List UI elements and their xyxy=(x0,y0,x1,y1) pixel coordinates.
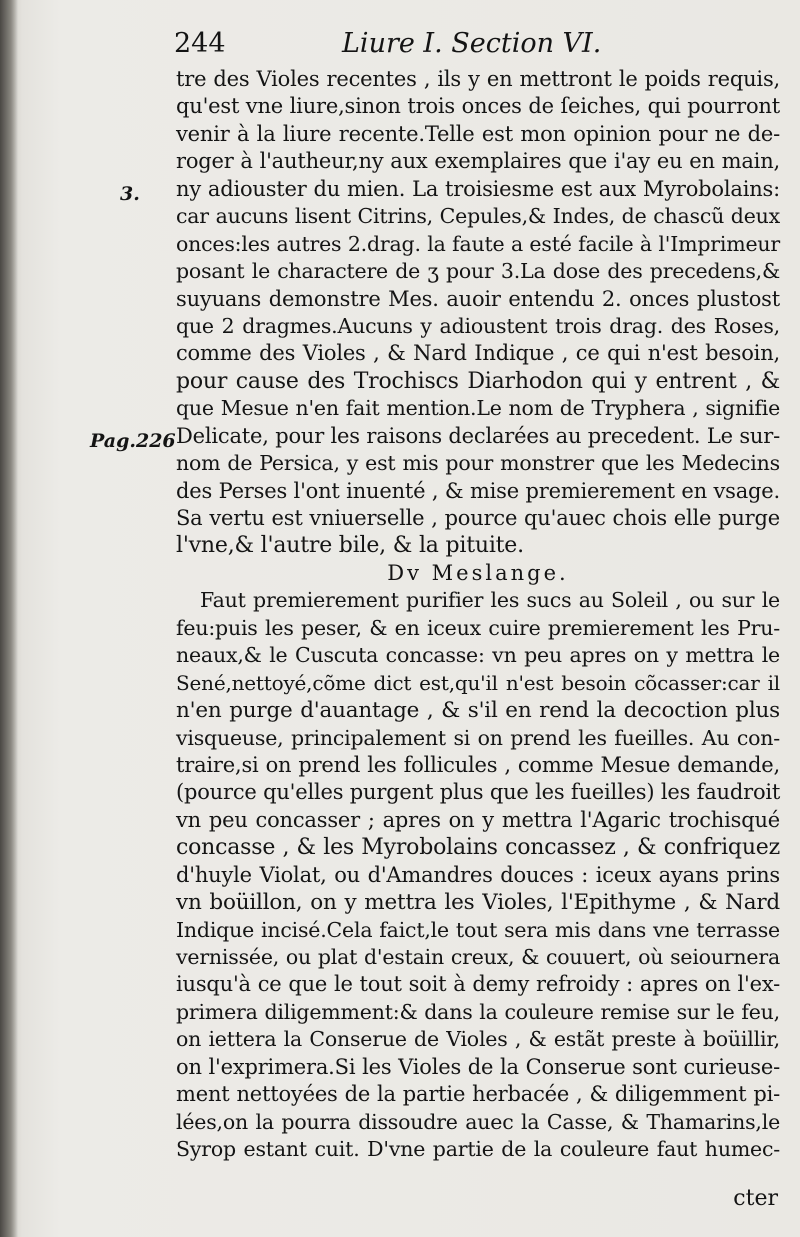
text-line: que 2 dragmes.Aucuns y adioustent trois drag. des Roses, xyxy=(176,313,780,338)
margin-note-page-ref: Pag.226 xyxy=(90,430,176,452)
text-line: Faut premierement purifier les sucs au Soleil , ou sur le xyxy=(200,588,780,613)
text-line: qu'est vne liure,sinon trois onces de ſeiches, qui pourront xyxy=(176,94,780,119)
text-line: car aucuns lisent Citrins, Cepules,& Indes, de chascũ deux xyxy=(176,204,780,229)
text-line: n'en purge d'auantage , & s'il en rend la decoction plus xyxy=(176,698,780,724)
text-line: onces:les autres 2.drag. la faute a esté facile à l'Imprimeur xyxy=(176,231,780,256)
text-line: posant le charactere de ʒ pour 3.La dose des precedens,& xyxy=(176,259,780,284)
margin-note-number: 3. xyxy=(120,183,140,205)
text-line: vernissée, ou plat d'estain creux, & couuert, où seiournera xyxy=(176,945,780,969)
text-line: que Mesue n'en fait mention.Le nom de Tryphera , signifie xyxy=(176,396,780,421)
text-line: comme des Violes , & Nard Indique , ce qui n'est besoin, xyxy=(176,341,780,366)
text-line: suyuans demonstre Mes. auoir entendu 2. onces plustost xyxy=(176,286,780,311)
text-line: venir à la liure recente.Telle est mon opinion pour ne de- xyxy=(176,121,780,146)
text-line: Indique incisé.Cela faict,le tout sera mis dans vne terrasse xyxy=(176,917,780,942)
text-line: roger à l'autheur,ny aux exemplaires que i'ay eu en main, xyxy=(176,149,780,174)
text-line: pour cause des Trochiscs Diarhodon qui y entrent , & xyxy=(176,368,780,394)
body-text xyxy=(176,66,780,1164)
text-line: d'huyle Violat, ou d'Amandres douces : iceux ayans prins xyxy=(176,862,780,887)
page-spine-shadow xyxy=(0,0,18,1237)
text-line: ny adiouster du mien. La troisiesme est aux Myrobolains: xyxy=(176,176,780,201)
text-line: vn boüillon, on y mettra les Violes, l'Epithyme , & Nard xyxy=(176,890,780,916)
text-line: ment nettoyées de la partie herbacée , & diligemment pi- xyxy=(176,1082,780,1107)
text-line: Sa vertu est vniuerselle , pource qu'auec chois elle purge xyxy=(176,506,780,530)
page-number: 244 xyxy=(174,28,226,59)
text-line: (pource qu'elles purgent plus que les fueilles) les faudroit xyxy=(176,780,781,805)
text-line: Sené,nettoyé,cõme dict est,qu'il n'est besoin cõcasser:car il xyxy=(176,670,780,695)
text-line: vn peu concasser ; apres on y mettra l'Agaric trochisqué xyxy=(176,807,780,832)
text-line: des Perses l'ont inuenté , & mise premierement en vsage. xyxy=(176,478,780,503)
section-heading: Dv Meslange. xyxy=(387,560,569,585)
page-header xyxy=(174,28,774,68)
text-line: lées,on la pourra dissoudre auec la Casse, & Thamarins,le xyxy=(176,1109,780,1134)
running-title: Liure I. Section VI. xyxy=(342,28,602,59)
text-line: Delicate, pour les raisons declarées au precedent. Le sur- xyxy=(176,423,780,448)
text-line: tre des Violes recentes , ils y en mettront le poids requis, xyxy=(176,67,780,91)
text-line: l'vne,& l'autre bile, & la pituite. xyxy=(176,533,524,559)
text-line: nom de Persica, y est mis pour monstrer que les Medecins xyxy=(176,451,780,476)
text-line: primera diligemment:& dans la couleure remise sur le feu, xyxy=(176,999,780,1024)
text-line: Syrop estant cuit. D'vne partie de la couleure faut humec- xyxy=(176,1137,780,1162)
text-line: visqueuse, principalement si on prend les fueilles. Au con- xyxy=(176,725,780,750)
text-line: iusqu'à ce que le tout soit à demy refroidy : apres on l'ex- xyxy=(176,972,780,997)
text-line: neaux,& le Cuscuta concasse: vn peu apres on y mettra le xyxy=(176,643,780,668)
text-line: feu:puis les peser, & en iceux cuire premierement les Pru- xyxy=(176,615,780,640)
text-line: on iettera la Conserue de Violes , & estãt preste à boüillir, xyxy=(176,1027,780,1052)
text-line: on l'exprimera.Si les Violes de la Conserue sont curieuse- xyxy=(176,1054,780,1079)
text-line: traire,si on prend les follicules , comme Mesue demande, xyxy=(176,752,780,777)
text-line: concasse , & les Myrobolains concassez , & confriquez xyxy=(176,835,780,861)
catchword: cter xyxy=(733,1186,778,1211)
